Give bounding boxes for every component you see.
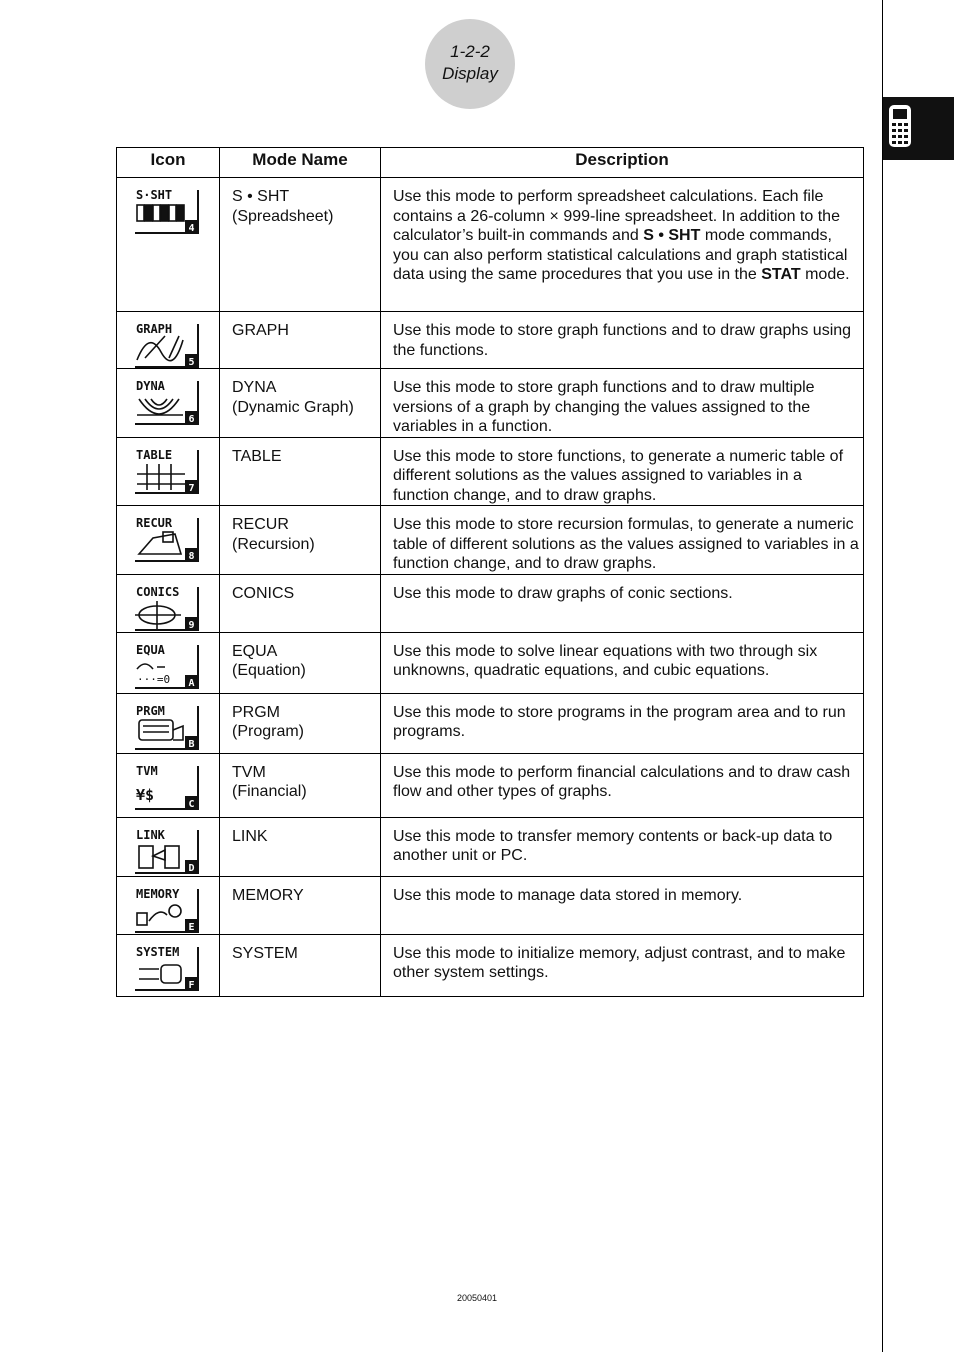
mode-name-column-header: Mode Name [220,148,381,178]
footer-code: 20050401 [456,1293,498,1303]
icon-cell [117,506,220,575]
mode-icon-label: MEMORY [136,886,180,901]
mode-name: DYNA [232,379,277,396]
mode-name: GRAPH [232,322,289,339]
mode-subname: (Program) [232,723,305,740]
mode-subname: (Recursion) [232,535,315,553]
mode-icon-key: 5 [188,357,195,368]
table-row [117,753,864,817]
svg-text:···=0: ···=0 [137,672,171,686]
mode-icon-label: CONICS [136,584,180,599]
icon-cell [117,437,220,506]
mode-icon-label: PRGM [136,703,165,718]
mode-icon [135,945,201,991]
mode-name: TABLE [232,447,282,465]
mode-name-cell [220,437,381,506]
mode-icon [135,828,201,874]
icon-column-header: Icon [117,148,220,178]
description-cell [381,753,864,817]
description-text: Use this mode to store graph functions and to draw multiple versions of a graph by changing the values assigned to the variables in a function. [393,379,815,435]
table-row [117,312,864,369]
mode-name-cell [220,312,381,369]
description-text: mode. [800,266,850,283]
mode-icon-label: EQUA [136,642,165,657]
icon-cell [117,817,220,876]
mode-icon-label: S·SHT [136,188,173,202]
description-text: mode commands, you can also perform statistical calculations and graph statistical data using the same procedures that you use in the [393,227,848,283]
description-text: Use this mode to store recursion formulas, to generate a numeric table of different solutions as the values assigned to variables in a function change, and to draw graphs. [393,516,859,572]
mode-name-cell [220,817,381,876]
mode-name-cell [220,753,381,817]
mode-icon [135,764,201,810]
icon-cell [117,632,220,693]
mode-name: RECUR [232,516,289,533]
chapter-tab [883,97,954,160]
description-emphasis: S • SHT [643,227,701,244]
mode-icon-label: RECUR [136,516,173,530]
description-emphasis: STAT [761,266,801,283]
mode-icon-key: 7 [188,482,195,494]
description-text: Use this mode to initialize memory, adjust contrast, and to make other system settings. [393,944,846,981]
mode-subname: (Financial) [232,783,307,800]
description-cell [381,312,864,369]
mode-name: EQUA [232,642,278,660]
mode-icon-label: GRAPH [136,322,173,336]
description-text: Use this mode to manage data stored in memory. [393,886,743,904]
mode-icon-key: F [188,979,195,991]
mode-icon [135,516,201,562]
mode-icon [135,379,201,425]
mode-icon-label: DYNA [136,379,165,393]
mode-subname: (Spreadsheet) [232,207,334,225]
table-row [117,876,864,934]
table-row [117,934,864,996]
mode-icon-key: A [188,677,195,689]
icon-cell [117,934,220,996]
mode-name-cell [220,369,381,438]
section-number: 1-2-2 [450,42,490,61]
mode-icon [135,704,201,750]
mode-icon [135,585,201,631]
description-cell [381,693,864,753]
mode-subname: (Dynamic Graph) [232,398,354,416]
mode-name-cell [220,632,381,693]
mode-icon [135,448,201,494]
mode-table [116,147,864,997]
mode-icon-key: C [188,798,195,810]
description-cell [381,934,864,996]
mode-name: S • SHT [232,188,290,205]
description-text: Use this mode to perform financial calculations and to draw cash flow and other types of graphs. [393,763,851,800]
calculator-icon [888,104,912,148]
mode-name-cell [220,178,381,312]
description-cell [381,876,864,934]
description-text: Use this mode to solve linear equations with two through six unknowns, quadratic equations, and cubic equations. [393,642,818,679]
icon-cell [117,369,220,438]
mode-icon-key: 6 [188,414,195,425]
mode-icon-key: E [188,921,195,933]
mode-subname: (Equation) [232,662,306,679]
table-row [117,506,864,575]
description-cell [381,574,864,632]
mode-name-cell [220,506,381,575]
icon-cell [117,312,220,369]
mode-icon-key: D [188,862,195,874]
description-cell [381,632,864,693]
description-cell [381,506,864,575]
table-row [117,437,864,506]
icon-cell [117,574,220,632]
icon-cell [117,178,220,312]
mode-icon-key: 9 [188,619,195,631]
description-text: Use this mode to store programs in the program area and to run programs. [393,703,846,740]
mode-name-cell [220,934,381,996]
description-text: Use this mode to perform spreadsheet calculations. Each file contains a 26-column × 999-line spreadsheet. In addition to the calculator’s built-in commands and [393,188,840,244]
description-column-header: Description [381,148,864,178]
mode-name: LINK [232,827,268,845]
description-text: Use this mode to store graph functions and to draw graphs using the functions. [393,322,852,359]
mode-icon-key: B [188,738,195,750]
table-row [117,693,864,753]
description-text: Use this mode to transfer memory contents or back-up data to another unit or PC. [393,827,833,864]
table-row [117,369,864,438]
icon-cell [117,876,220,934]
svg-text:¥$: ¥$ [136,785,155,804]
mode-name-cell [220,876,381,934]
mode-name: MEMORY [232,886,304,904]
mode-icon [135,643,201,689]
description-text: Use this mode to store functions, to generate a numeric table of different solutions as the values assigned to variables in a function change, and to draw graphs. [393,447,844,504]
section-title: Display [442,64,498,83]
description-text: Use this mode to draw graphs of conic sections. [393,584,733,602]
table-row [117,574,864,632]
mode-name: CONICS [232,584,295,602]
mode-icon-key: 4 [188,223,195,234]
mode-name: PRGM [232,703,280,721]
mode-icon-label: LINK [136,827,165,842]
description-cell [381,178,864,312]
description-cell [381,437,864,506]
mode-icon [135,887,201,933]
mode-icon-key: 8 [188,551,195,562]
right-margin-rule [882,0,883,1352]
mode-icon-label: TVM [136,763,158,778]
mode-icon [135,188,201,234]
mode-name: SYSTEM [232,944,298,962]
mode-icon-label: TABLE [136,447,173,462]
icon-cell [117,693,220,753]
mode-icon-label: SYSTEM [136,944,180,959]
table-row [117,817,864,876]
description-cell [381,817,864,876]
table-row [117,178,864,312]
description-cell [381,369,864,438]
table-header-row [117,148,864,178]
mode-name-cell [220,693,381,753]
mode-name: TVM [232,763,266,781]
mode-icon [135,322,201,368]
mode-name-cell [220,574,381,632]
section-badge [425,19,515,109]
icon-cell [117,753,220,817]
table-row [117,632,864,693]
